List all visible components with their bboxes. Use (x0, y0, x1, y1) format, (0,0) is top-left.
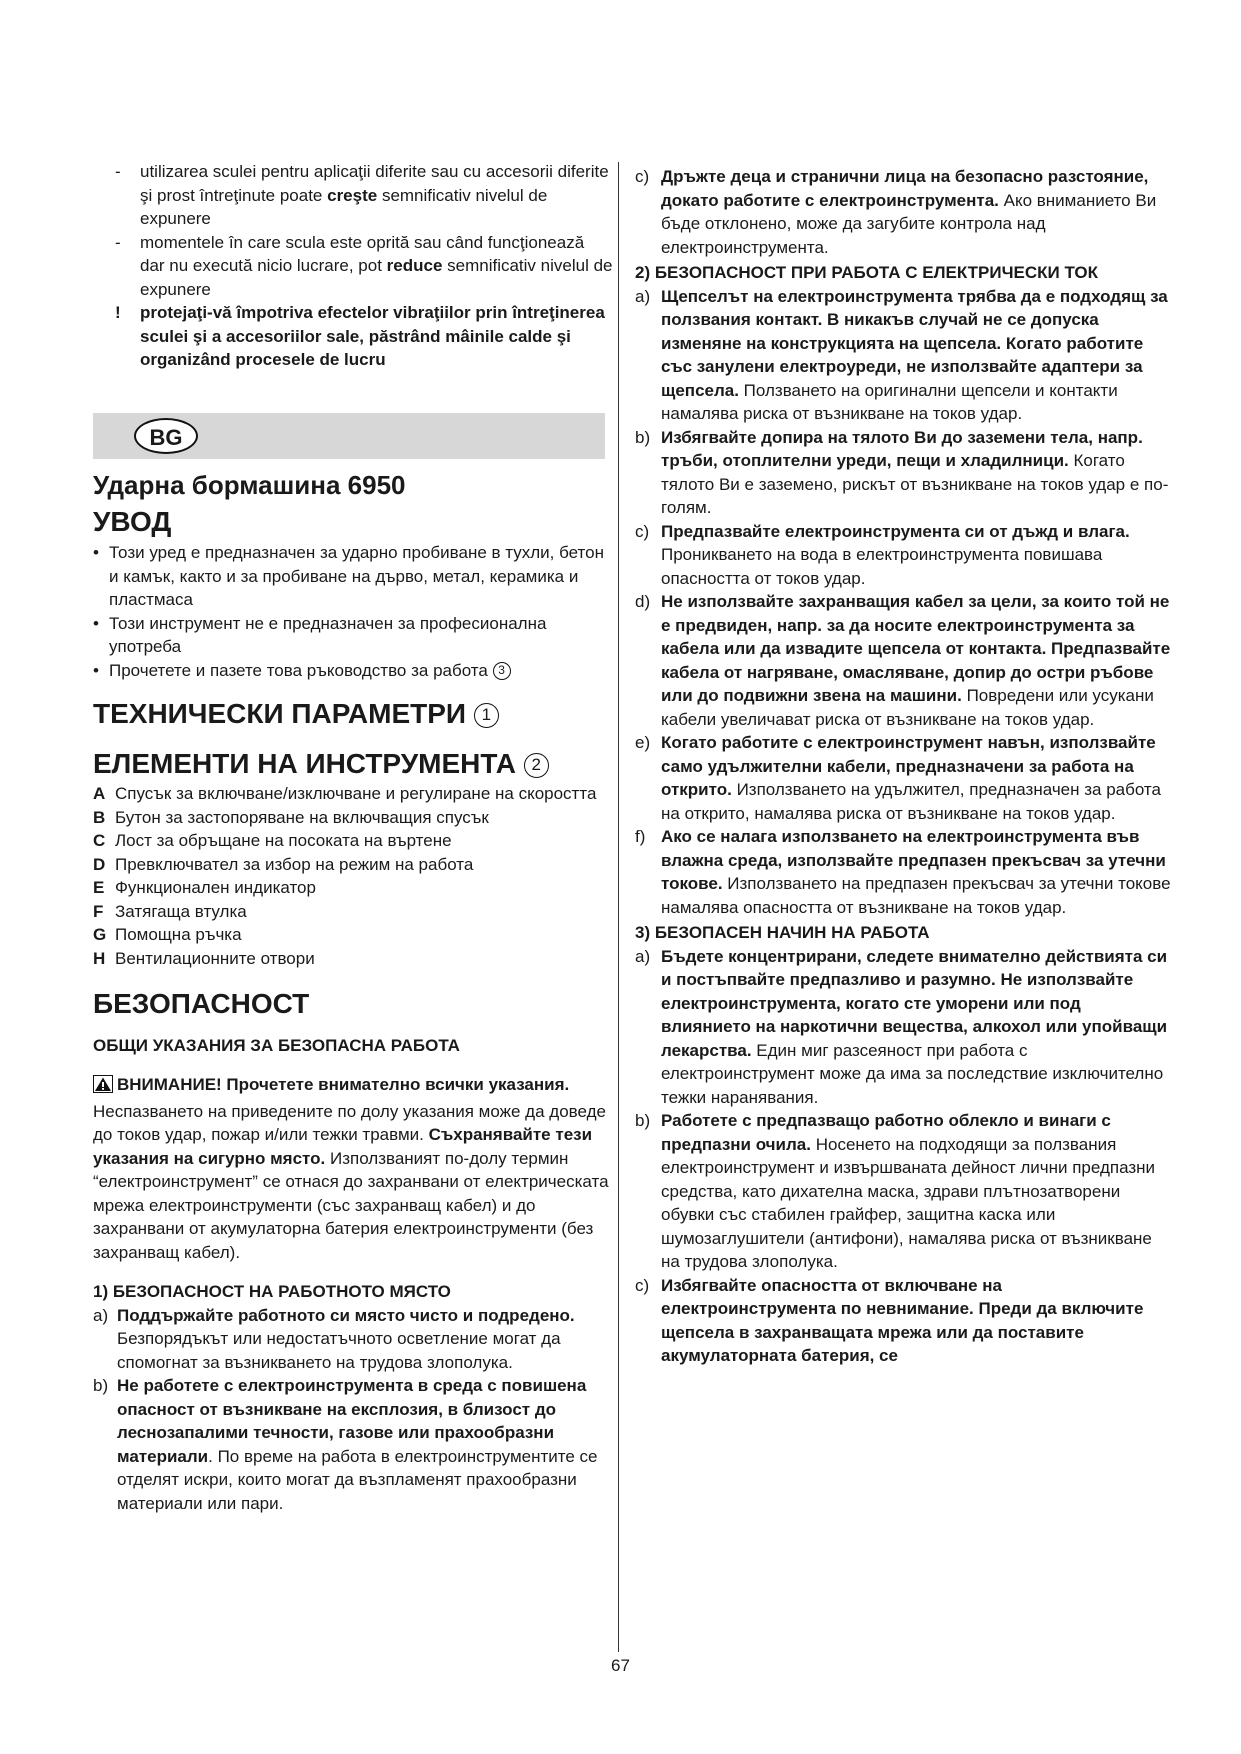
element-letter: B (93, 807, 106, 827)
item-marker: f) (635, 827, 646, 846)
item-text: Проникването на вода в електроинструмента повишава опасността от токов удар. (661, 545, 1103, 588)
element-letter: A (93, 784, 106, 804)
item-bold: Избягвайте опасността от включване на електроинструмента по невнимание. Преди да включите щепсела в захранващата мрежа или да поставите акумулаторната батерия, се (661, 1275, 1144, 1365)
warning-triangle-icon (93, 1075, 113, 1100)
workplace-item (635, 165, 1175, 259)
elements-heading (93, 748, 613, 780)
element-item (93, 947, 613, 971)
item-marker: c) (635, 1275, 650, 1295)
intro-bullet (93, 659, 613, 683)
intro-bullet-text: Прочетете и пазете това ръководство за работа (109, 660, 488, 680)
ro-item-bold: reduce (386, 256, 443, 275)
item-bold: Бъдете концентрирани, следете внимателно действията си и постъпвайте предпазливо и разумно. Не използвайте електроинструмента, когато сте уморени или под влиянието на наркотични вещества, алкохол или упойващи лекарства. (661, 946, 1168, 1060)
item-text: . По време на работа в електроинструментите се отделят искри, които могат да възпламенят прахообразни материали или пари. (117, 1446, 598, 1513)
item-text: Използването на предпазен прекъсвач за утечни токове намалява опасността от възникване на токов удар. (661, 874, 1171, 917)
safe-work-item (635, 1109, 1175, 1274)
element-letter: G (93, 925, 107, 945)
element-item (93, 782, 613, 806)
warning-paragraph (93, 1073, 613, 1264)
product-title: Ударна бормашина 6950 (93, 470, 406, 500)
element-item (93, 853, 613, 877)
element-text: Лост за обръщане на посоката на въртене (115, 831, 452, 851)
workplace-heading: 1) БЕЗОПАСНОСТ НА РАБОТНОТО МЯСТО (93, 1282, 451, 1302)
item-text: Ако вниманието Ви бъде отклонено, може да загубите контрола над електроинструмента. (661, 190, 1157, 257)
intro-bullet (93, 612, 613, 659)
page-number: 67 (611, 1656, 630, 1675)
electrical-item (635, 426, 1175, 520)
ro-warning-text: protejaţi-vă împotriva efectelor vibraţiilor prin întreţinerea sculei şi a accesoriilor sale, păstrând mâinile calde şi organizând procesele de lucru (140, 303, 605, 369)
item-marker: b) (93, 1376, 109, 1396)
item-text: Повредени или усукани кабели увеличават риска от възникване на токов удар. (661, 686, 1154, 729)
ro-intro-item (93, 160, 613, 231)
electrical-heading: 2) БЕЗОПАСНОСТ ПРИ РАБОТА С ЕЛЕКТРИЧЕСКИ ТОК (635, 263, 1099, 282)
workplace-item (93, 1374, 613, 1515)
ro-item-text: semnificativ nivelul de expunere (140, 256, 613, 299)
item-bold: Ако се налага използването на електроинструмента във влажна среда, използвайте предпазен прекъсвач за утечни токове. (661, 827, 1166, 893)
item-marker: b) (635, 1111, 651, 1130)
workplace-item (93, 1304, 613, 1375)
electrical-item (635, 825, 1175, 919)
item-text: Ползването на оригинални щепсели и контакти намалява риска от възникване на токов удар. (661, 380, 1118, 423)
element-letter: D (93, 854, 106, 874)
item-bold: Щепселът на електроинструмента трябва да е подходящ за ползвания контакт. В никакъв случай не се допуска изменяне на конструкцията на щепсела. Когато работите със занулени електроуреди, не използвайте адаптери за щепсела. (661, 286, 1168, 400)
item-bold: Предпазвайте електроинструмента си от дъжд и влага. (661, 521, 1130, 541)
item-bold: Когато работите с електроинструмент навън, използвайте само удължителни кабели, предназначени за работа на открито. (661, 733, 1156, 799)
bullet-marker: • (93, 613, 99, 633)
item-bold: Не работете с електроинструмента в среда с повишена опасност от възникване на експлозия, в близост до леснозапалими течности, газове или прахообразни материали (117, 1376, 587, 1466)
left-column-bg (93, 470, 613, 1515)
item-marker: c) (635, 521, 650, 541)
item-text: Безпорядъкът или недостатъчното осветление могат да спомогнат за възникването на трудова злополука. (117, 1329, 561, 1372)
element-letter: C (93, 831, 106, 851)
element-item (93, 806, 613, 830)
dash-marker: - (115, 232, 121, 252)
item-marker: a) (635, 946, 651, 966)
item-bold: Работете с предпазващо работно облекло и винаги с предпазни очила. (661, 1111, 1111, 1154)
bullet-marker: • (93, 543, 99, 562)
electrical-item (635, 520, 1175, 591)
warning-text: Използваният по-долу термин “електроинструмент” се отнася до захранвани от електрическата мрежа електроинструменти (със захранващ кабел) и до захранвани от акумулаторна батерия електроинструменти (без захранващ кабел). (93, 1148, 609, 1262)
safe-work-item (635, 945, 1175, 1110)
safe-work-heading: 3) БЕЗОПАСЕН НАЧИН НА РАБОТА (635, 923, 930, 942)
language-badge: BG (134, 418, 198, 454)
item-bold: Не използвайте захранващия кабел за цели, за които той не е предвиден, напр. за да носите електроинструмента за кабела или да извадите щепсела от контакта. Предпазвайте кабела от нагряване, омасляване, допир до остри ръбове или до подвижни звена на машини. (661, 592, 1171, 705)
left-column-top (93, 160, 613, 372)
ro-item-text: semnificativ nivelul de expunere (140, 185, 548, 228)
safety-heading: БЕЗОПАСНОСТ (93, 988, 310, 1020)
element-item (93, 829, 613, 853)
warning-bold: ВНИМАНИЕ! Прочетете внимателно всички указания. (117, 1075, 570, 1095)
electrical-item (635, 285, 1175, 426)
element-text: Затягаща втулка (115, 901, 247, 921)
dash-marker: - (115, 162, 121, 181)
element-letter: E (93, 878, 105, 898)
element-letter: H (93, 948, 106, 968)
item-marker: b) (635, 427, 651, 447)
elements-list (93, 782, 613, 970)
electrical-item (635, 590, 1175, 731)
element-item (93, 876, 613, 900)
item-bold: Поддържайте работното си място чисто и подредено. (117, 1305, 575, 1325)
elements-heading-text: ЕЛЕМЕНТИ НА ИНСТРУМЕНТА (93, 748, 516, 780)
electrical-item (635, 731, 1175, 825)
item-text: Когато тялото Ви е заземено, рискът от възникване на токов удар е по-голям. (661, 451, 1169, 517)
element-text: Превключвател за избор на режим на работа (115, 854, 474, 874)
item-marker: a) (635, 286, 651, 306)
general-safety-heading: ОБЩИ УКАЗАНИЯ ЗА БЕЗОПАСНА РАБОТА (93, 1035, 460, 1055)
item-marker: a) (93, 1305, 109, 1325)
item-bold: Избягвайте допира на тялото Ви до заземени тела, напр. тръби, отоплителни уреди, пещи и хладилници. (661, 427, 1143, 470)
item-text: Един миг разсеяност при работа с електроинструмент може да има за последствие изключително тежки наранявания. (661, 1040, 1164, 1107)
safe-work-item (635, 1274, 1175, 1368)
ro-warning (93, 301, 613, 372)
tech-heading (93, 698, 613, 729)
element-text: Спусък за включване/изключване и регулиране на скоростта (115, 784, 597, 804)
element-text: Помощна ръчка (115, 925, 242, 945)
intro-list (93, 541, 613, 682)
element-item (93, 923, 613, 947)
right-column (635, 165, 1175, 1368)
element-item (93, 900, 613, 924)
element-letter: F (93, 901, 104, 921)
item-marker: e) (635, 733, 651, 752)
ro-item-bold: creşte (327, 185, 378, 205)
figure-ref: 1 (474, 703, 499, 728)
item-text: Носенето на подходящи за ползвания електроинструмент и извършваната дейност лични предпазни средства, като дихателна маска, здрави плътнозатворени обувки със стабилен грайфер, защитна каска или шумозаглушители (антифони), намалява риска от възникване на трудова злополука. (661, 1134, 1156, 1271)
bullet-marker: • (93, 660, 99, 680)
ro-item-text: utilizarea sculei pentru aplicaţii diferite sau cu accesorii diferite şi prost întreţinute poate (140, 162, 609, 205)
ro-intro-item (93, 231, 613, 302)
item-text: Използването на удължител, предназначен за работа на открито, намалява риска от възникване на токов удар. (661, 780, 1161, 823)
column-divider (618, 162, 619, 1652)
exclamation-marker: ! (115, 303, 121, 322)
element-text: Бутон за застопоряване на включващия спусък (115, 807, 489, 827)
ro-item-text: momentele în care scula este oprită sau când funcţionează dar nu execută nicio lucrare, pot (140, 232, 585, 275)
figure-ref: 2 (524, 753, 549, 778)
intro-bullet-text: Този уред е предназначен за ударно пробиване в тухли, бетон и камък, както и за пробиване на дърво, метал, керамика и пластмаса (109, 543, 604, 609)
intro-heading: УВОД (93, 505, 172, 537)
warning-text: Неспазването на приведените по долу указания може да доведе до токов удар, пожар и/или тежки травми. (93, 1101, 606, 1145)
intro-bullet-text: Този инструмент не е предназначен за професионална употреба (109, 613, 547, 656)
item-marker: c) (635, 167, 650, 186)
tech-heading-text: ТЕХНИЧЕСКИ ПАРАМЕТРИ (93, 698, 467, 729)
element-text: Функционален индикатор (115, 878, 316, 898)
item-bold: Дръжте деца и странични лица на безопасно разстояние, докато работите с електроинструмента. (661, 167, 1149, 210)
figure-ref: 3 (493, 662, 511, 680)
warning-bold: Съхранявайте тези указания на сигурно място. (93, 1125, 593, 1168)
element-text: Вентилационните отвори (115, 948, 315, 968)
item-marker: d) (635, 592, 651, 611)
intro-bullet (93, 541, 613, 612)
